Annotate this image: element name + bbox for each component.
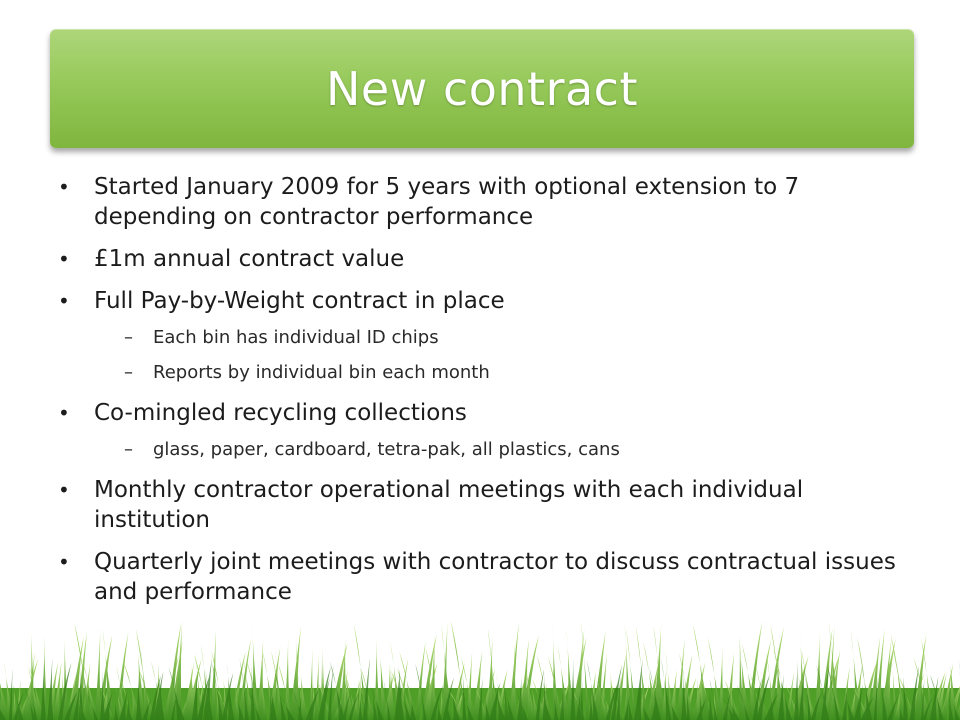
grass-decoration-icon bbox=[0, 600, 960, 720]
bullet-item bbox=[58, 244, 908, 274]
title-bar bbox=[50, 29, 914, 148]
bullet-text: Started January 2009 for 5 years with optional extension to 7 depending on contractor performance bbox=[94, 174, 800, 230]
bullet-list bbox=[58, 172, 908, 619]
bullet-item bbox=[58, 286, 908, 316]
bullet-icon: • bbox=[58, 550, 70, 574]
slide-title: New contract bbox=[325, 61, 638, 116]
bullet-text: £1m annual contract value bbox=[94, 246, 405, 272]
sub-bullet-text: Reports by individual bin each month bbox=[153, 362, 490, 383]
bullet-item bbox=[58, 172, 908, 232]
sub-bullet-item bbox=[58, 361, 908, 385]
bullet-icon: • bbox=[58, 401, 70, 425]
bullet-icon: • bbox=[58, 478, 70, 502]
sub-bullet-item bbox=[58, 326, 908, 350]
dash-icon: – bbox=[124, 362, 133, 383]
bullet-icon: • bbox=[58, 289, 70, 313]
grass-blade bbox=[718, 647, 724, 720]
bullet-item bbox=[58, 547, 908, 607]
dash-icon: – bbox=[124, 327, 133, 348]
dash-icon: – bbox=[124, 439, 133, 460]
bullet-text: Quarterly joint meetings with contractor to discuss contractual issues and performance bbox=[94, 549, 896, 605]
bullet-icon: • bbox=[58, 247, 70, 271]
sub-bullet-text: glass, paper, cardboard, tetra-pak, all plastics, cans bbox=[153, 439, 620, 460]
bullet-text: Full Pay-by-Weight contract in place bbox=[94, 288, 505, 314]
bullet-text: Monthly contractor operational meetings with each individual institution bbox=[94, 477, 804, 533]
bullet-item bbox=[58, 398, 908, 428]
sub-bullet-item bbox=[58, 438, 908, 462]
bullet-item bbox=[58, 475, 908, 535]
sub-bullet-text: Each bin has individual ID chips bbox=[153, 327, 439, 348]
bullet-text: Co-mingled recycling collections bbox=[94, 400, 467, 426]
bullet-icon: • bbox=[58, 175, 70, 199]
